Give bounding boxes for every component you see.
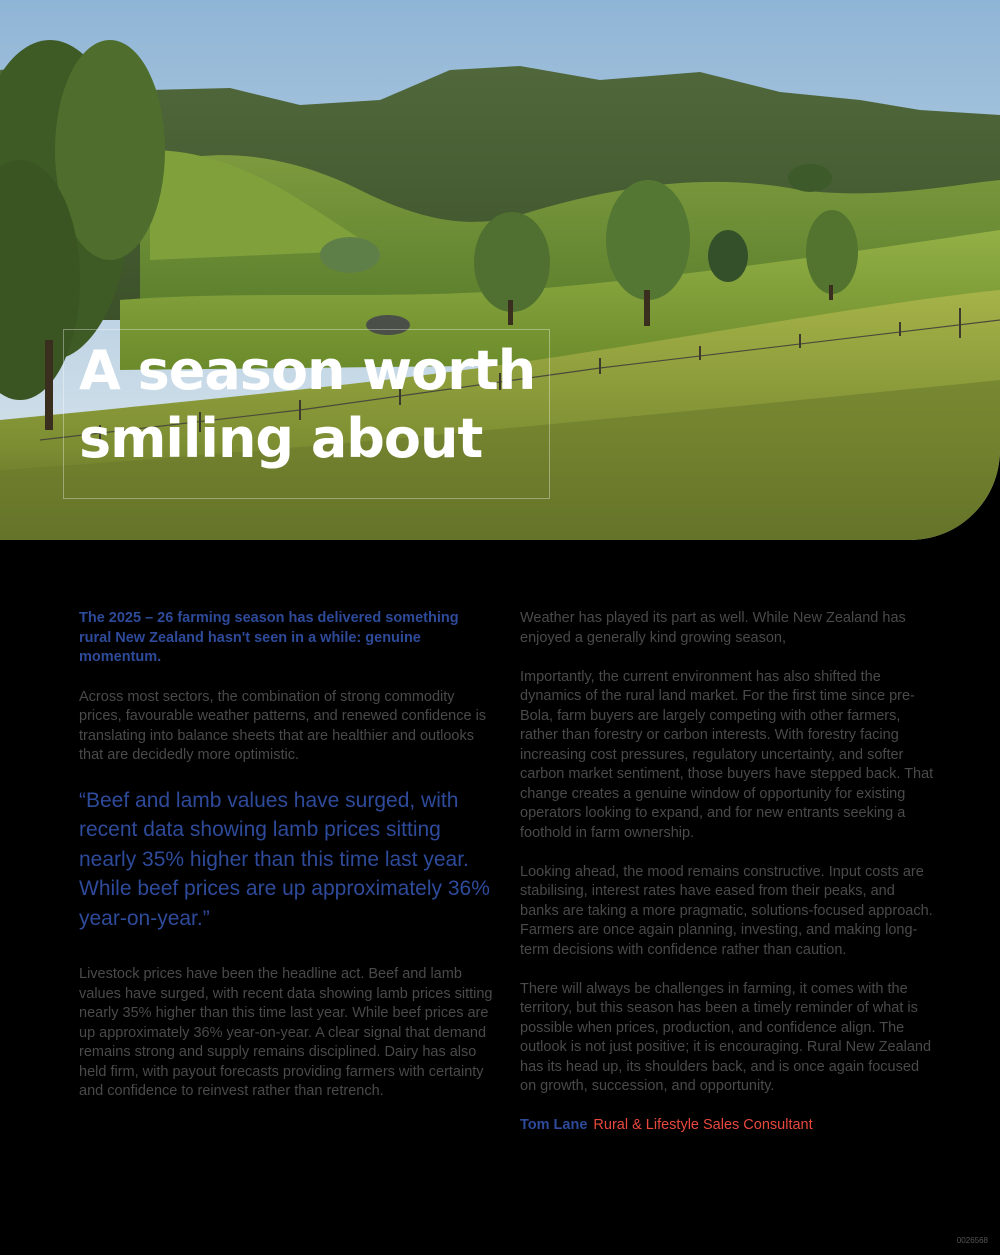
article-column-left	[79, 609, 494, 1122]
title-line-2: smiling about	[79, 407, 483, 470]
brand-b-speech-bubble-icon	[864, 78, 1000, 540]
hero-image	[0, 0, 1000, 540]
body-paragraph-2: Livestock prices have been the headline act. Beef and lamb values have surged, with recent data showing lamb prices sitting nearly 35% higher than this time last year. While beef prices are up approximately 36% year-on-year. A clear signal that demand remains strong and supply remains disciplined. Dairy has also held firm, with payout forecasts providing farmers with certainty and confidence to reinvest rather than retrench.	[79, 966, 493, 1099]
body-paragraph-5: Looking ahead, the mood remains constructive. Input costs are stabilising, interest rates have eased from their peaks, and banks are taking a more pragmatic, solutions-focused approach. Farmers are once again planning, investing, and making long-term decisions with confidence rather than caution.	[520, 863, 933, 958]
page-title	[79, 337, 639, 473]
body-paragraph-6: There will always be challenges in farming, it comes with the territory, but this season has been a timely reminder of what is possible when prices, production, and confidence align. The outlook is not just positive; it is encouraging. Rural New Zealand has its head up, its shoulders back, and is once again focused on growth, succession, and opportunity.	[520, 980, 932, 1094]
author-signature	[520, 1116, 935, 1136]
lead-paragraph: The 2025 – 26 farming season has delivered something rural New Zealand hasn't seen in a while: genuine momentum.	[79, 610, 459, 665]
body-paragraph-1: Across most sectors, the combination of strong commodity prices, favourable weather patterns, and renewed confidence is translating into balance sheets that are healthier and outlooks that are decidedly more optimistic.	[79, 688, 487, 763]
title-line-1: A season worth	[79, 339, 536, 402]
body-paragraph-4: Importantly, the current environment has also shifted the dynamics of the rural land market. For the first time since pre-Bola, farm buyers are largely competing with other farmers, rather than forestry or carbon interests. With forestry facing increasing cost pressures, regulatory uncertainty, and softer carbon market sentiment, those buyers have stepped back. That change creates a genuine window of opportunity for existing operators looking to expand, and for new entrants seeking a foothold in farm ownership.	[520, 668, 934, 841]
author-role: Rural & Lifestyle Sales Consultant	[593, 1117, 813, 1133]
author-name: Tom Lane	[520, 1117, 588, 1133]
article-column-right	[520, 609, 935, 1136]
body-paragraph-3: Weather has played its part as well. While New Zealand has enjoyed a generally kind growing season,	[520, 610, 906, 646]
document-code: 0026568	[956, 1236, 988, 1245]
pull-quote: “Beef and lamb values have surged, with recent data showing lamb prices sitting nearly 35% higher than this time last year. While beef prices are up approximately 36% year-on-year.”	[79, 788, 490, 930]
